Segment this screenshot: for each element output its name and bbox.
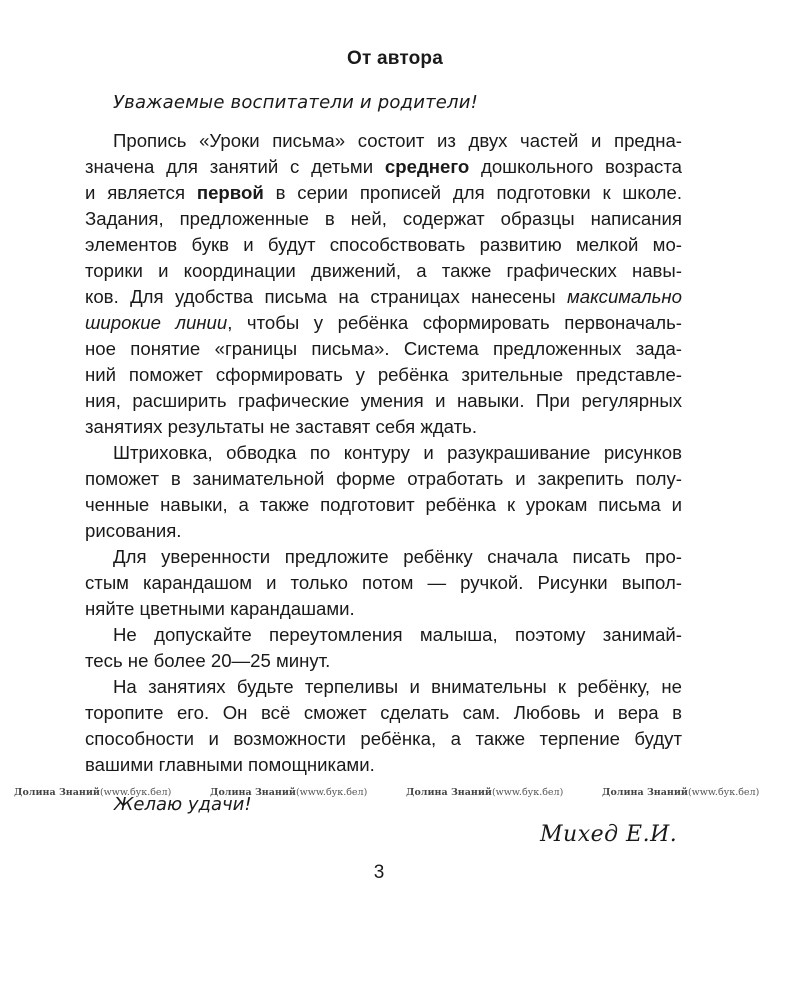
watermark-brand: Долина Знаний: [210, 787, 296, 798]
text-line: [85, 180, 682, 206]
text-line: [85, 206, 682, 232]
page-title: От автора: [347, 48, 443, 69]
body-text: [85, 128, 682, 778]
text-line: [85, 700, 682, 726]
text-run: Штриховка, обводка по контуру и разукрашивание рисунков: [113, 442, 682, 463]
text-run: рисования.: [85, 520, 182, 541]
bold-text: среднего: [384, 156, 470, 177]
text-line: [85, 622, 682, 648]
text-line: [85, 466, 682, 492]
author-signature: Михед Е.И.: [540, 822, 678, 847]
watermark-text: [406, 787, 602, 798]
text-line: [85, 310, 682, 336]
text-run: в серии прописей для подготовки к школе.: [263, 182, 682, 203]
text-line: [85, 232, 682, 258]
text-line: [85, 752, 682, 778]
text-line: [85, 128, 682, 154]
paragraph: [85, 128, 682, 440]
watermark-brand: Долина Знаний: [14, 787, 100, 798]
watermark-brand: Долина Знаний: [602, 787, 688, 798]
text-run: няйте цветными карандашами.: [85, 598, 355, 619]
text-run: , чтобы у ребёнка сформировать первоначаль-: [227, 312, 682, 333]
watermark-site: (www.бук.бел): [491, 787, 564, 798]
paragraph: [85, 674, 682, 778]
watermark-text: [210, 787, 406, 798]
text-run: Для уверенности предложите ребёнку сначала писать про-: [113, 546, 682, 567]
paragraph: [85, 440, 682, 544]
text-line: [85, 388, 682, 414]
text-line: [85, 544, 682, 570]
text-line: [85, 284, 682, 310]
text-run: торики и координации движений, а также графических навы-: [85, 260, 682, 281]
text-line: [85, 414, 682, 440]
greeting: Уважаемые воспитатели и родители!: [113, 92, 479, 113]
text-run: ченные навыки, а также подготовит ребёнка к урокам письма и: [85, 494, 682, 515]
text-run: занятиях результаты не заставят себя ждать.: [85, 416, 477, 437]
bold-text: первой: [196, 182, 264, 203]
text-line: [85, 336, 682, 362]
watermark-site: (www.бук.бел): [687, 787, 760, 798]
text-line: [85, 596, 682, 622]
text-run: элементов букв и будут способствовать развитию мелкой мо-: [85, 234, 682, 255]
text-run: Пропись «Уроки письма» состоит из двух частей и предна-: [113, 130, 682, 151]
text-line: [85, 648, 682, 674]
text-run: торопите его. Он всё сможет сделать сам. Любовь и вера в: [85, 702, 682, 723]
text-run: ков. Для удобства письма на страницах нанесены: [85, 286, 567, 307]
text-line: [85, 440, 682, 466]
text-line: [85, 492, 682, 518]
italic-text: максимально: [566, 286, 682, 307]
text-line: [85, 258, 682, 284]
text-line: [85, 518, 682, 544]
closing-wish: Желаю удачи!: [114, 794, 252, 815]
text-run: способности и возможности ребёнка, а также терпение будут: [85, 728, 682, 749]
watermark-site: (www.бук.бел): [99, 787, 172, 798]
text-run: значена для занятий с детьми: [85, 156, 385, 177]
text-run: и является: [85, 182, 197, 203]
watermark-text: [602, 787, 798, 798]
text-run: Не допускайте переутомления малыша, поэтому занимай-: [113, 624, 682, 645]
text-run: На занятиях будьте терпеливы и внимательны к ребёнку, не: [113, 676, 682, 697]
text-run: вашими главными помощниками.: [85, 754, 375, 775]
text-line: [85, 154, 682, 180]
text-run: стым карандашом и только потом — ручкой. Рисунки выпол-: [85, 572, 682, 593]
text-line: [85, 674, 682, 700]
text-run: ное понятие «границы письма». Система предложенных зада-: [85, 338, 682, 359]
text-line: [85, 726, 682, 752]
text-run: Задания, предложенные в ней, содержат образцы написания: [85, 208, 682, 229]
watermark-brand: Долина Знаний: [406, 787, 492, 798]
text-run: ний поможет сформировать у ребёнка зрительные представле-: [85, 364, 682, 385]
paragraph: [85, 622, 682, 674]
text-line: [85, 362, 682, 388]
watermark-site: (www.бук.бел): [295, 787, 368, 798]
text-run: поможет в занимательной форме отработать и закрепить полу-: [85, 468, 682, 489]
text-line: [85, 570, 682, 596]
text-run: ния, расширить графические умения и навыки. При регулярных: [85, 390, 682, 411]
text-run: дошкольного возраста: [469, 156, 682, 177]
text-run: тесь не более 20—25 минут.: [85, 650, 331, 671]
watermark-row: [14, 787, 798, 798]
paragraph: [85, 544, 682, 622]
watermark-text: [14, 787, 210, 798]
italic-text: широкие линии: [85, 312, 228, 333]
page-number: 3: [373, 862, 385, 883]
